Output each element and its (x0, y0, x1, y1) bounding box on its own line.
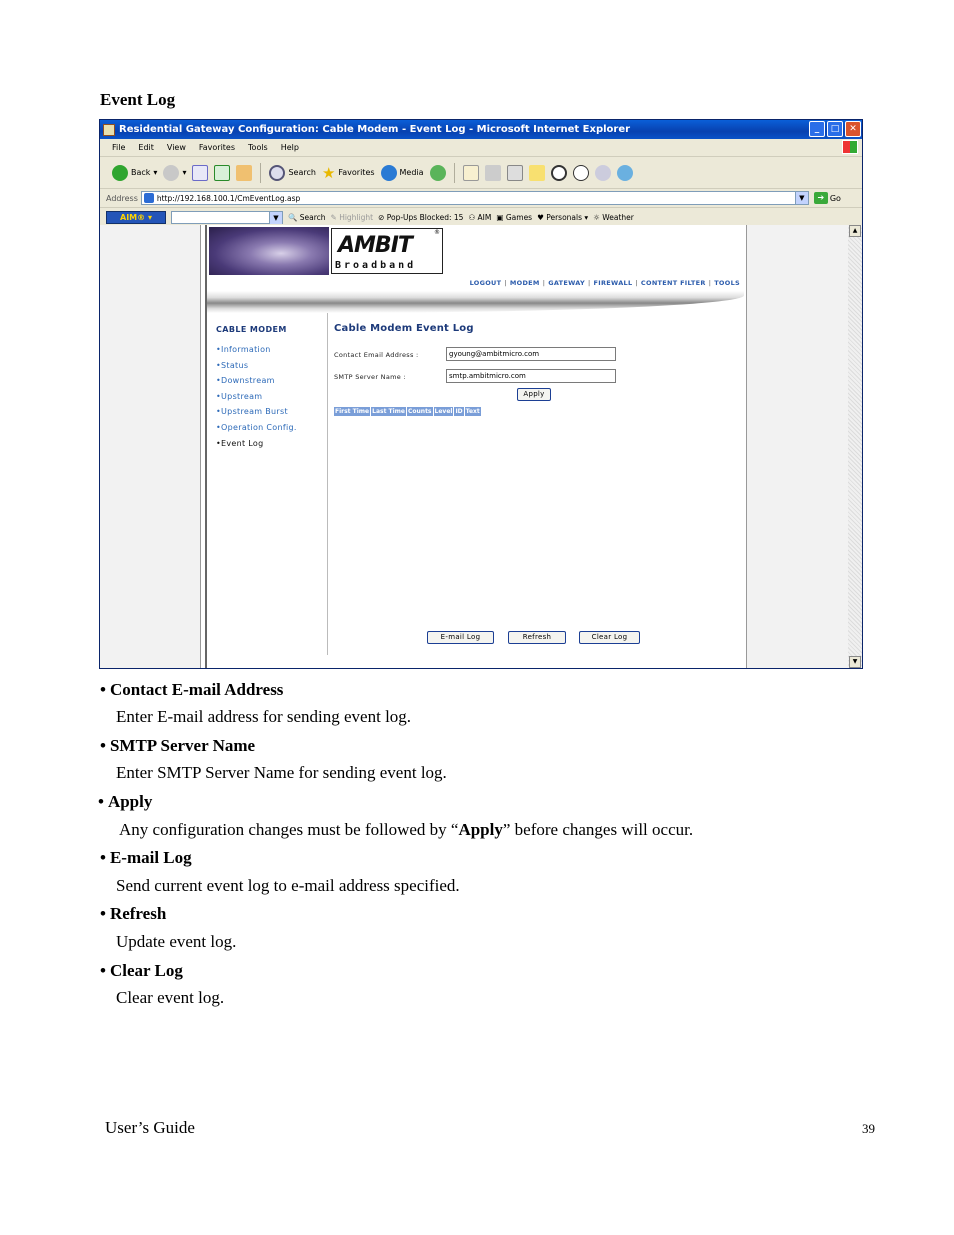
search-icon (269, 165, 285, 181)
email-label: Contact Email Address : (334, 351, 419, 359)
desc-email-log: Send current event log to e-mail address specified. (116, 876, 460, 895)
clear-log-button[interactable]: Clear Log (579, 631, 640, 644)
bullet-email-log: • E-mail Log (100, 848, 192, 867)
personals-link[interactable]: ♥ Personals ▾ (537, 212, 589, 222)
menu-tools[interactable]: Tools (248, 143, 268, 152)
scroll-down-icon[interactable]: ▼ (849, 656, 861, 668)
games-link[interactable]: ▣ Games (496, 212, 533, 222)
search-button[interactable] (269, 165, 315, 181)
bullet-smtp-server: • SMTP Server Name (100, 736, 256, 755)
favorites-button[interactable] (322, 164, 375, 182)
refresh-icon[interactable] (214, 165, 230, 181)
desc-contact-email: Enter E-mail address for sending event log. (116, 707, 412, 726)
back-arrow-icon (112, 165, 128, 181)
nav-modem[interactable]: MODEM (509, 279, 540, 287)
notes-icon[interactable] (529, 165, 545, 181)
vertical-scrollbar[interactable] (848, 225, 862, 668)
favorites-label: Favorites (338, 168, 375, 177)
media-icon (381, 165, 397, 181)
logo-main-text: AMBIT (338, 233, 412, 258)
history-icon[interactable] (430, 165, 446, 181)
messenger-icon[interactable] (595, 165, 611, 181)
standard-toolbar (100, 157, 862, 189)
desc-apply: Any configuration changes must be followed by “Apply” before changes will occur. (119, 820, 694, 839)
bullet-apply: • Apply (98, 792, 153, 811)
highlight-button[interactable]: ✎ Highlight (330, 212, 374, 222)
aim-search-input[interactable] (171, 211, 283, 224)
logo-sub-text: Broadband (335, 260, 417, 271)
side-menu (207, 313, 328, 655)
menu-view[interactable]: View (166, 143, 186, 152)
address-bar (100, 189, 862, 208)
desc-smtp-server: Enter SMTP Server Name for sending event log. (116, 763, 447, 782)
menu-item-upstream-burst[interactable]: •Upstream Burst (216, 407, 288, 416)
address-label: Address (106, 193, 138, 203)
mail-icon[interactable] (463, 165, 479, 181)
back-button[interactable]: Back ▾ (112, 165, 157, 181)
go-arrow-icon: ➔ (814, 192, 828, 204)
popups-blocked[interactable]: ⊘ Pop-Ups Blocked: 15 (378, 212, 464, 222)
aim-search-button[interactable]: 🔍 Search (288, 212, 326, 222)
title-bar (100, 120, 862, 139)
desc-clear-log: Clear event log. (116, 988, 225, 1007)
maximize-icon[interactable]: □ (827, 121, 843, 137)
stop-icon[interactable] (192, 165, 208, 181)
desc-refresh: Update event log. (116, 932, 237, 951)
menu-item-upstream[interactable]: •Upstream (216, 392, 263, 401)
forward-button[interactable]: ▾ (163, 165, 186, 181)
menu-help[interactable]: Help (280, 143, 299, 152)
nav-content-filter[interactable]: CONTENT FILTER (640, 279, 706, 287)
ambit-logo (331, 228, 443, 274)
chevron-down-icon[interactable]: ▼ (269, 212, 282, 224)
search-label: Search (288, 168, 316, 177)
logo-registered: ® (434, 229, 440, 236)
print-icon[interactable] (485, 165, 501, 181)
ie-page-icon (103, 124, 115, 136)
menu-title: CABLE MODEM (216, 325, 287, 334)
menu-item-status[interactable]: •Status (216, 361, 249, 370)
menu-item-information[interactable]: •Information (216, 345, 271, 354)
address-input[interactable] (141, 191, 809, 205)
nav-gateway[interactable]: GATEWAY (548, 279, 586, 287)
globe-banner-image (209, 227, 329, 275)
apply-button[interactable]: Apply (517, 388, 551, 401)
bullet-clear-log: • Clear Log (100, 961, 183, 980)
chevron-down-icon[interactable]: ▼ (795, 192, 808, 204)
email-field[interactable] (446, 347, 616, 361)
star-icon: ★ (321, 163, 336, 182)
page-margin-right (746, 225, 848, 668)
nav-tools[interactable]: TOOLS (714, 279, 740, 287)
browser-window (99, 119, 863, 669)
section-title: Event Log (100, 90, 176, 109)
ie-page-icon (144, 193, 154, 203)
refresh-button[interactable]: Refresh (508, 631, 566, 644)
log-table-header (334, 407, 481, 416)
nav-firewall[interactable]: FIREWALL (593, 279, 633, 287)
edit-icon[interactable] (507, 165, 523, 181)
clock-icon[interactable] (551, 165, 567, 181)
bullet-refresh: • Refresh (100, 904, 167, 923)
minimize-icon[interactable]: _ (809, 121, 825, 137)
smtp-server-field[interactable] (446, 369, 616, 383)
menu-item-operation-config[interactable]: •Operation Config. (216, 423, 297, 432)
menu-bar (100, 139, 862, 157)
menu-item-event-log[interactable]: •Event Log (216, 439, 264, 448)
header-swoosh (207, 291, 744, 313)
aim-person-icon[interactable] (573, 165, 589, 181)
col-first-time: First Time (335, 408, 370, 415)
url-text: http://192.168.100.1/CmEventLog.asp (156, 193, 301, 203)
menu-favorites[interactable]: Favorites (198, 143, 236, 152)
menu-edit[interactable]: Edit (138, 143, 154, 152)
go-button[interactable] (814, 192, 841, 204)
col-id: ID (455, 408, 463, 415)
footer-guide-title: User’s Guide (105, 1118, 195, 1137)
scroll-up-icon[interactable]: ▲ (849, 225, 861, 237)
email-log-button[interactable]: E-mail Log (427, 631, 494, 644)
col-level: Level (434, 408, 453, 415)
menu-file[interactable]: File (112, 143, 126, 152)
smtp-label: SMTP Server Name : (334, 373, 406, 381)
close-icon[interactable]: ✕ (845, 121, 861, 137)
media-button[interactable] (381, 165, 424, 181)
browser-content (100, 225, 862, 668)
nav-logout[interactable]: LOGOUT (469, 279, 502, 287)
buddies-icon[interactable] (617, 165, 633, 181)
media-label: Media (399, 168, 424, 177)
weather-link[interactable]: ☼ Weather (593, 212, 634, 222)
form-title: Cable Modem Event Log (334, 323, 474, 334)
go-label: Go (829, 193, 841, 203)
back-label: Back (131, 168, 151, 177)
col-last-time: Last Time (372, 408, 405, 415)
page-margin-left (100, 225, 201, 668)
bullet-contact-email: • Contact E-mail Address (100, 680, 284, 699)
forward-arrow-icon (163, 165, 179, 181)
aim-link[interactable]: ⚇ AIM (468, 212, 492, 222)
menu-item-downstream[interactable]: •Downstream (216, 376, 275, 385)
page-number: 39 (862, 1121, 875, 1136)
col-text: Text (465, 408, 480, 415)
window-title: Residential Gateway Configuration: Cable Modem - Event Log - Microsoft Internet Explorer (119, 124, 631, 135)
top-nav: LOGOUT | MODEM | GATEWAY | FIREWALL | CONTENT FILTER | TOOLS (469, 279, 740, 287)
aim-button[interactable]: AIM® ▾ (106, 211, 166, 224)
windows-logo-icon (842, 140, 858, 154)
col-counts: Counts (408, 408, 432, 415)
router-page (205, 225, 744, 668)
home-icon[interactable] (236, 165, 252, 181)
